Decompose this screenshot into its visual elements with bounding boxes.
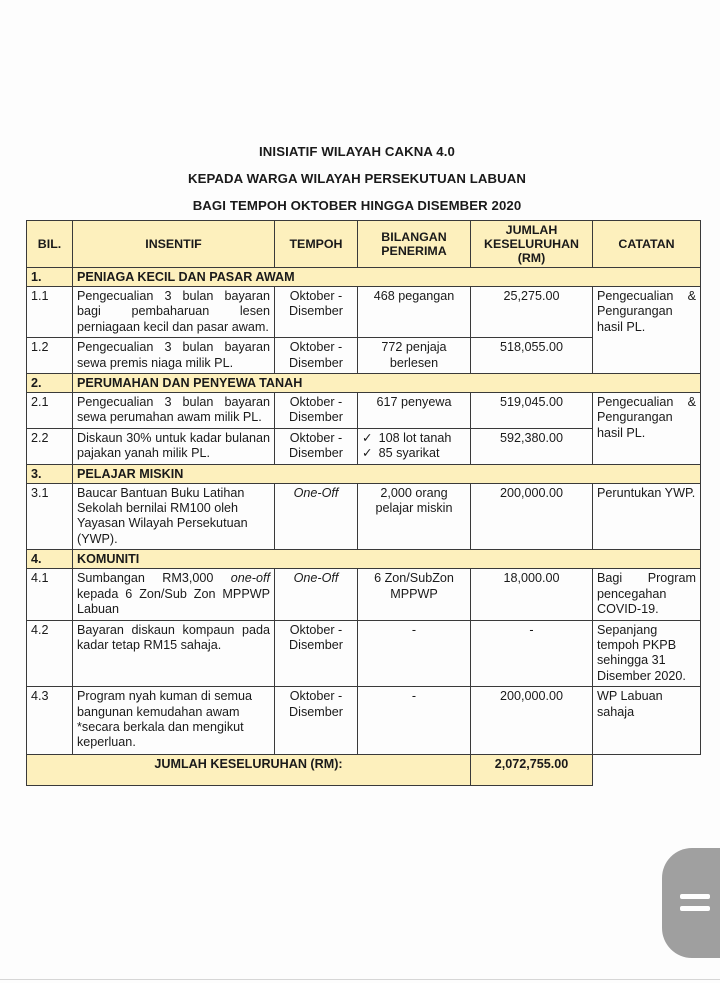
- row-number: 1.2: [27, 338, 73, 374]
- total-label: JUMLAH KESELURUHAN (RM):: [27, 755, 471, 786]
- row-penerima: 468 pegangan: [358, 287, 471, 338]
- row-jumlah: 200,000.00: [471, 687, 593, 755]
- section-row: [27, 268, 701, 287]
- section-number: 4.: [27, 550, 73, 569]
- section-number: 2.: [27, 374, 73, 393]
- row-catatan: Sepanjang tempoh PKPB sehingga 31 Disember 2020.: [593, 620, 701, 687]
- header-catatan: CATATAN: [593, 221, 701, 268]
- row-insentif: Pengecualian 3 bulan bayaran sewa premis niaga milik PL.: [73, 338, 275, 374]
- row-tempoh: Oktober - Disember: [275, 338, 358, 374]
- row-catatan: Pengecualian & Pengurangan hasil PL.: [593, 287, 701, 374]
- row-penerima: -: [358, 620, 471, 687]
- table-row: [27, 687, 701, 755]
- table-row: [27, 569, 701, 620]
- bottom-divider: [0, 979, 720, 980]
- handle-grip-icon: [680, 894, 710, 899]
- total-row: [27, 755, 701, 786]
- row-penerima: [358, 428, 471, 464]
- row-number: 4.1: [27, 569, 73, 620]
- section-title: PERUMAHAN DAN PENYEWA TANAH: [73, 374, 701, 393]
- row-insentif: Diskaun 30% untuk kadar bulanan pajakan yanah milik PL.: [73, 428, 275, 464]
- row-number: 4.3: [27, 687, 73, 755]
- row-insentif: [73, 569, 275, 620]
- row-number: 2.1: [27, 393, 73, 429]
- row-penerima: 772 penjaja berlesen: [358, 338, 471, 374]
- insentif-text-c: kepada 6 Zon/Sub Zon MPPWP Labuan: [77, 586, 270, 617]
- title-line-3: BAGI TEMPOH OKTOBER HINGGA DISEMBER 2020: [192, 198, 522, 213]
- header-insentif: INSENTIF: [73, 221, 275, 268]
- section-title: PELAJAR MISKIN: [73, 464, 701, 483]
- scroll-handle[interactable]: [662, 848, 720, 958]
- section-row: [27, 550, 701, 569]
- row-insentif: Bayaran diskaun kompaun pada kadar tetap RM15 sahaja.: [73, 620, 275, 687]
- row-insentif: Pengecualian 3 bulan bayaran bagi pembaharuan lesen perniagaan kecil dan pasar awam.: [73, 287, 275, 338]
- section-number: 3.: [27, 464, 73, 483]
- title-line-2: KEPADA WARGA WILAYAH PERSEKUTUAN LABUAN: [188, 171, 526, 186]
- row-tempoh: Oktober - Disember: [275, 687, 358, 755]
- table-row: [27, 620, 701, 687]
- row-tempoh: Oktober - Disember: [275, 287, 358, 338]
- table-row: [27, 483, 701, 550]
- row-insentif: Program nyah kuman di semua bangunan kemudahan awam *secara berkala dan mengikut keperluan.: [73, 687, 275, 755]
- penerima-lot-tanah: ✓ 108 lot tanah: [362, 431, 466, 446]
- row-number: 2.2: [27, 428, 73, 464]
- row-tempoh: One-Off: [275, 483, 358, 550]
- section-title: PENIAGA KECIL DAN PASAR AWAM: [73, 268, 701, 287]
- handle-grip-icon: [680, 906, 710, 911]
- penerima-syarikat: ✓ 85 syarikat: [362, 446, 466, 461]
- row-tempoh: One-Off: [275, 569, 358, 620]
- row-catatan: Pengecualian & Pengurangan hasil PL.: [593, 393, 701, 465]
- row-insentif: Baucar Bantuan Buku Latihan Sekolah bernilai RM100 oleh Yayasan Wilayah Persekutuan (YWP).: [73, 483, 275, 550]
- row-jumlah: 18,000.00: [471, 569, 593, 620]
- section-title: KOMUNITI: [73, 550, 701, 569]
- incentive-table: [26, 220, 701, 786]
- row-number: 1.1: [27, 287, 73, 338]
- title-line-1: INISIATIF WILAYAH CAKNA 4.0: [259, 144, 455, 159]
- row-jumlah: 200,000.00: [471, 483, 593, 550]
- row-tempoh: Oktober - Disember: [275, 428, 358, 464]
- header-tempoh: TEMPOH: [275, 221, 358, 268]
- table-row: [27, 393, 701, 429]
- row-penerima: 617 penyewa: [358, 393, 471, 429]
- row-penerima: -: [358, 687, 471, 755]
- header-row: [27, 221, 701, 268]
- row-number: 4.2: [27, 620, 73, 687]
- row-catatan: Bagi Program pencegahan COVID-19.: [593, 569, 701, 620]
- row-jumlah: 518,055.00: [471, 338, 593, 374]
- row-penerima: 6 Zon/SubZon MPPWP: [358, 569, 471, 620]
- insentif-text-a: Sumbangan RM3,000: [77, 571, 231, 586]
- header-bilangan: BILANGAN PENERIMA: [358, 221, 471, 268]
- section-number: 1.: [27, 268, 73, 287]
- row-catatan: WP Labuan sahaja: [593, 687, 701, 755]
- row-tempoh: Oktober - Disember: [275, 393, 358, 429]
- row-jumlah: 519,045.00: [471, 393, 593, 429]
- table-row: [27, 287, 701, 338]
- total-value: 2,072,755.00: [471, 755, 593, 786]
- row-jumlah: 25,275.00: [471, 287, 593, 338]
- row-number: 3.1: [27, 483, 73, 550]
- header-jumlah: JUMLAH KESELURUHAN (RM): [471, 221, 593, 268]
- row-tempoh: Oktober - Disember: [275, 620, 358, 687]
- section-row: [27, 374, 701, 393]
- insentif-text-b: one-off: [230, 571, 270, 586]
- section-row: [27, 464, 701, 483]
- row-penerima: 2,000 orang pelajar miskin: [358, 483, 471, 550]
- header-bil: BIL.: [27, 221, 73, 268]
- row-jumlah: -: [471, 620, 593, 687]
- row-catatan: Peruntukan YWP.: [593, 483, 701, 550]
- row-jumlah: 592,380.00: [471, 428, 593, 464]
- total-blank: [593, 755, 701, 786]
- row-insentif: Pengecualian 3 bulan bayaran sewa perumahan awam milik PL.: [73, 393, 275, 429]
